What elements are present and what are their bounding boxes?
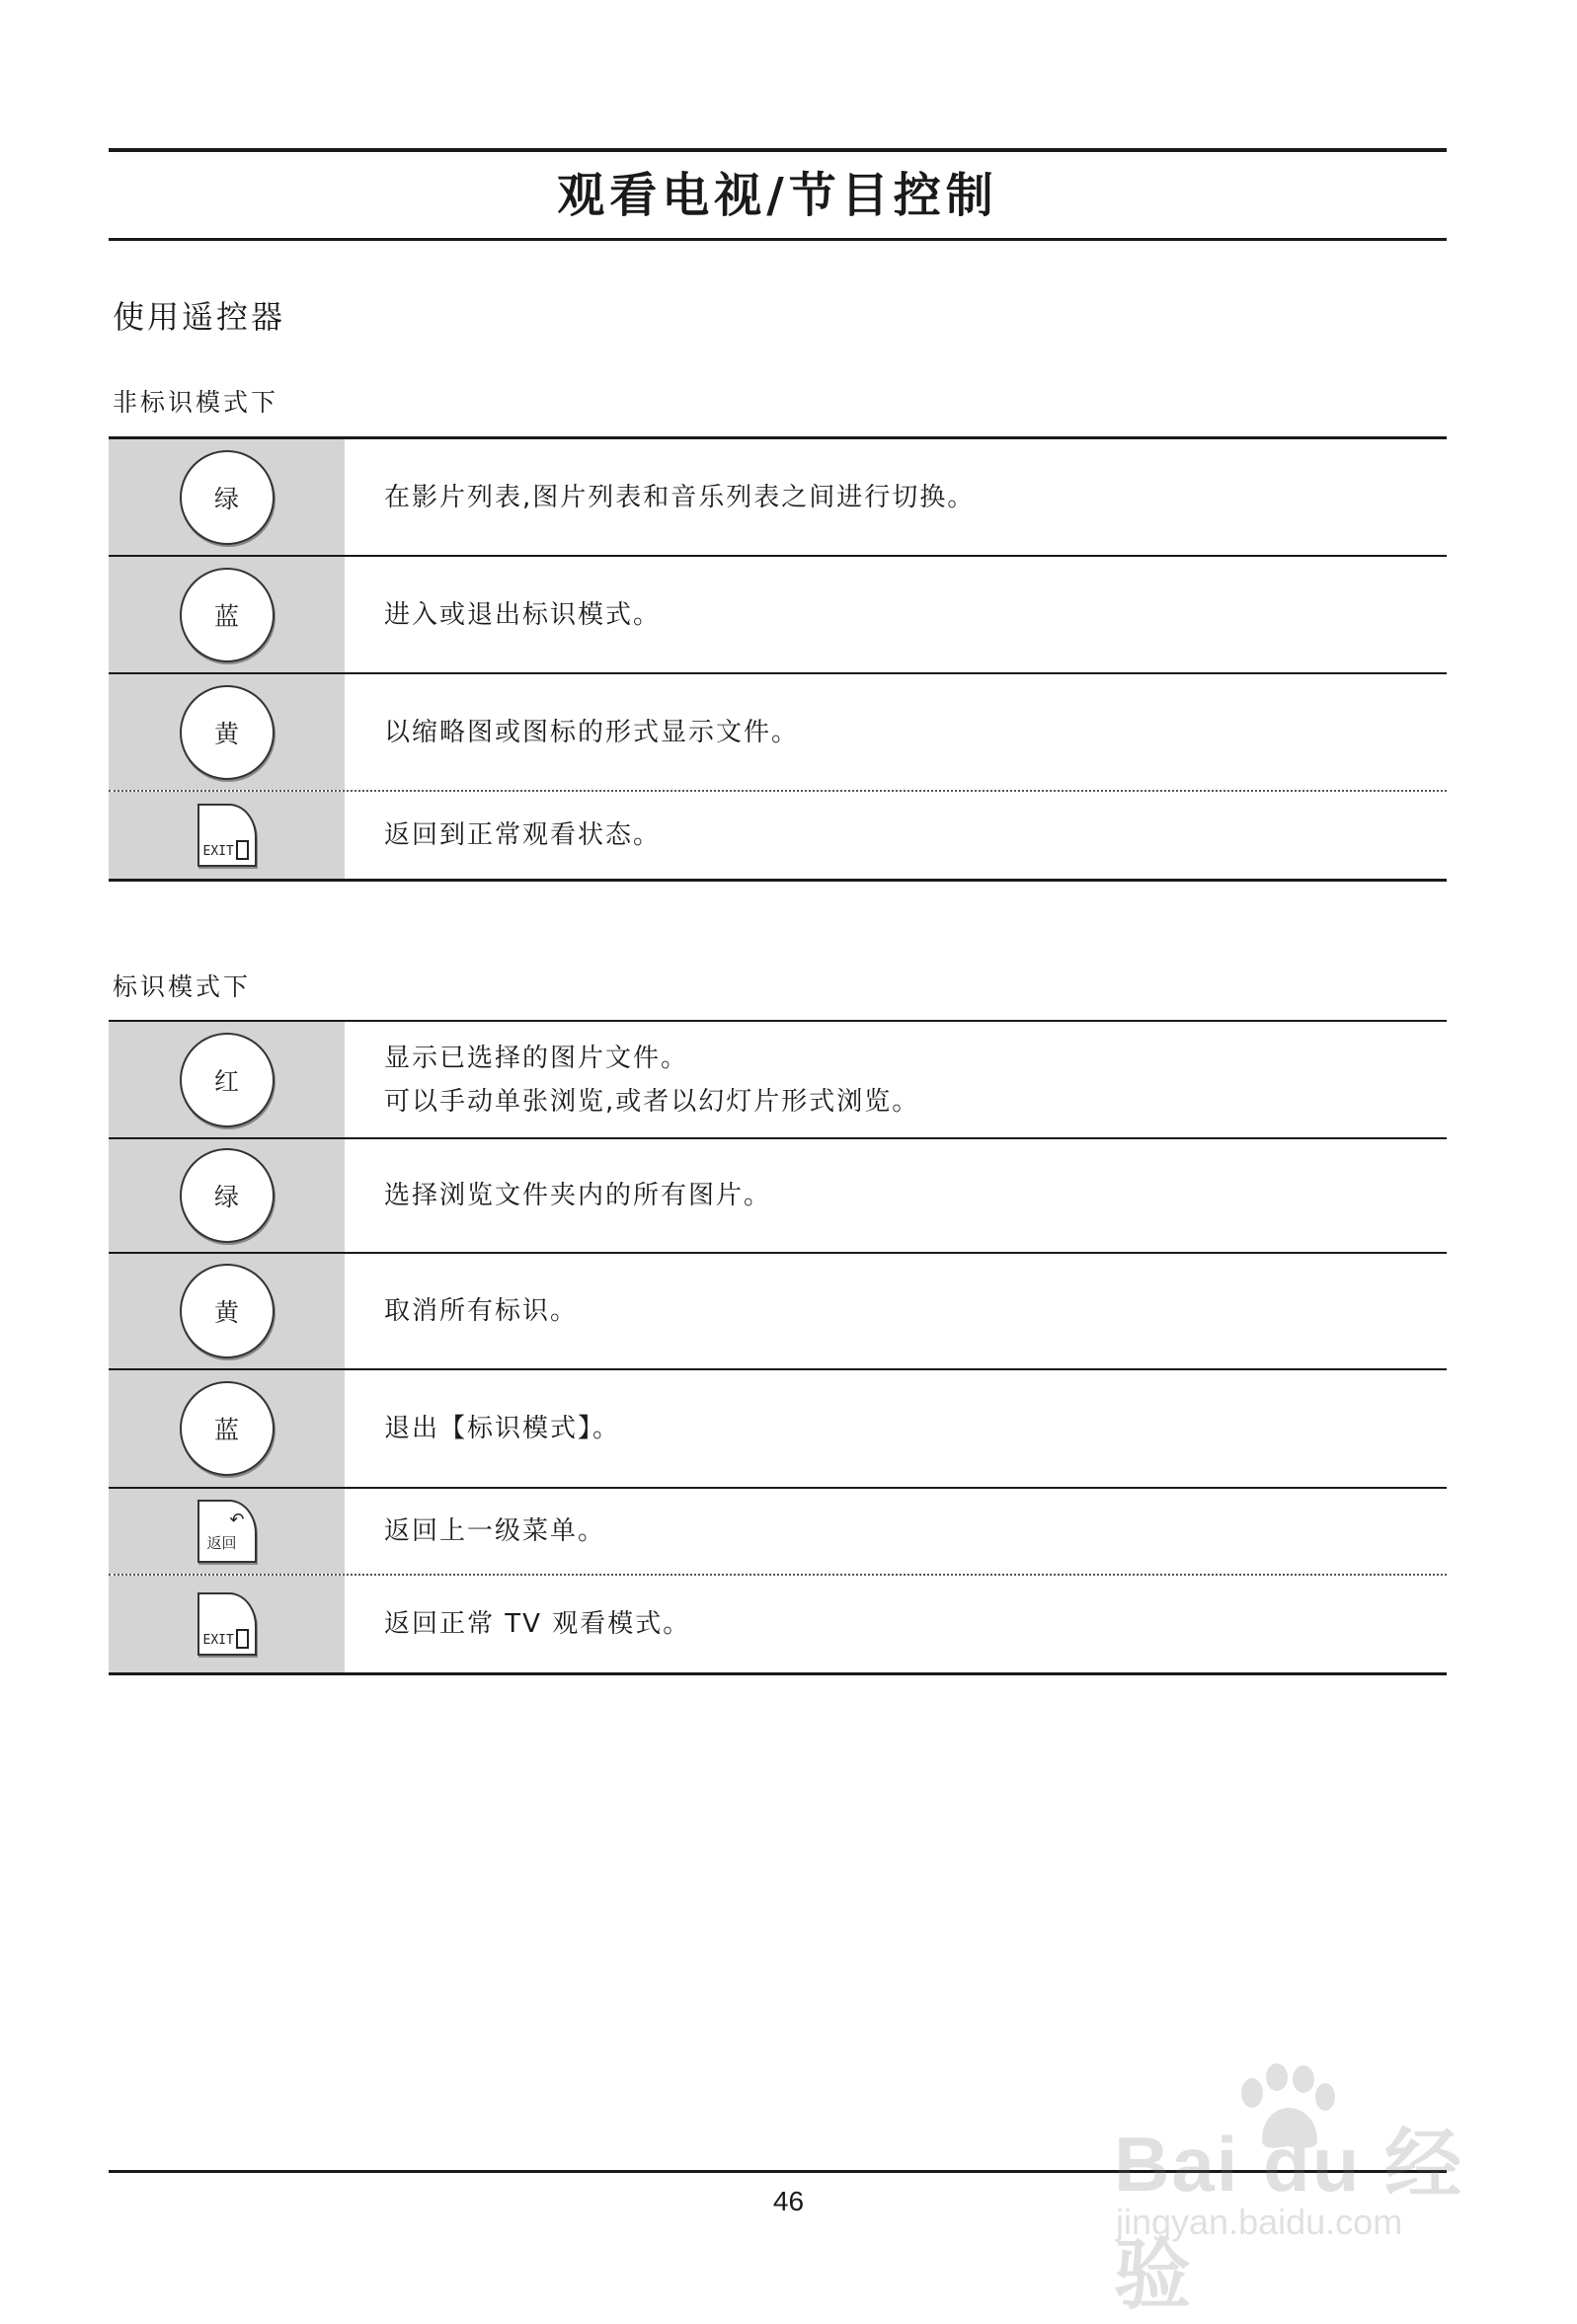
description-text: 返回上一级菜单。 <box>384 1516 606 1546</box>
description-cell <box>345 1022 1447 1137</box>
key-label: EXIT <box>202 844 234 859</box>
button-label: 黄 <box>213 1298 239 1327</box>
description-cell <box>345 439 1447 555</box>
button-cell <box>109 1576 345 1672</box>
button-label: 黄 <box>213 719 239 748</box>
red-button-icon <box>180 1033 275 1127</box>
header-bottom-rule <box>109 238 1447 241</box>
yellow-button-icon <box>180 685 275 780</box>
description-cell <box>345 1139 1447 1252</box>
description-text: 在影片列表,图片列表和音乐列表之间进行切换。 <box>384 482 976 512</box>
button-cell <box>109 439 345 555</box>
page-title: 观看电视/节目控制 <box>557 168 998 223</box>
description-cell <box>345 674 1447 790</box>
description-text: 选择浏览文件夹内的所有图片。 <box>384 1181 772 1210</box>
exit-key-icon <box>197 804 257 867</box>
table-row <box>109 1254 1447 1370</box>
description-text: 返回正常 TV 观看模式。 <box>384 1609 691 1639</box>
description-text: 进入或退出标识模式。 <box>384 599 662 630</box>
description-cell <box>345 1370 1447 1487</box>
non-mark-mode-title: 非标识模式下 <box>113 388 279 417</box>
table-row <box>109 1576 1447 1672</box>
button-cell <box>109 674 345 790</box>
button-label: 绿 <box>213 484 239 513</box>
button-label: 蓝 <box>213 601 239 631</box>
exit-key-icon <box>197 1592 257 1656</box>
table-row <box>109 1139 1447 1254</box>
watermark-url: jingyan.baidu.com <box>1116 2202 1403 2242</box>
description-text: 退出【标识模式】。 <box>384 1414 621 1443</box>
section-heading: 使用遥控器 <box>113 298 286 336</box>
return-arrow-icon: ↶ <box>229 1510 245 1530</box>
table-row <box>109 1489 1447 1576</box>
blue-button-icon <box>180 1381 275 1476</box>
description-cell <box>345 1576 1447 1672</box>
description-text: 显示已选择的图片文件。 <box>384 1043 689 1073</box>
button-label: 蓝 <box>213 1416 239 1444</box>
description-text: 可以手动单张浏览,或者以幻灯片形式浏览。 <box>384 1086 920 1117</box>
table-row <box>109 792 1447 879</box>
button-cell <box>109 1254 345 1368</box>
button-cell <box>109 1139 345 1252</box>
baidu-watermark <box>1114 2063 1489 2318</box>
description-text: 取消所有标识。 <box>384 1296 579 1326</box>
exit-glyph-icon <box>236 840 249 860</box>
button-label: 绿 <box>213 1183 239 1211</box>
mark-mode-table <box>109 1020 1447 1675</box>
table-row <box>109 674 1447 792</box>
key-label: EXIT <box>202 1633 234 1648</box>
green-button-icon <box>180 1148 275 1243</box>
description-cell <box>345 1489 1447 1574</box>
header-top-rule <box>109 148 1447 152</box>
button-cell <box>109 1370 345 1487</box>
key-label: 返回 <box>206 1534 237 1552</box>
description-cell <box>345 1254 1447 1368</box>
page-number: 46 <box>772 2186 805 2216</box>
watermark-brand: Bai du 经验 <box>1114 2121 1464 2318</box>
yellow-button-icon <box>180 1264 275 1358</box>
mark-mode-title: 标识模式下 <box>113 972 252 1001</box>
button-cell <box>109 792 345 879</box>
blue-button-icon <box>180 568 275 662</box>
button-cell <box>109 557 345 672</box>
button-label: 红 <box>213 1066 239 1096</box>
return-key-icon <box>197 1500 257 1563</box>
table-row <box>109 1370 1447 1489</box>
description-text: 以缩略图或图标的形式显示文件。 <box>384 717 800 747</box>
non-mark-mode-table <box>109 436 1447 882</box>
description-cell <box>345 792 1447 879</box>
table-row <box>109 1022 1447 1139</box>
button-cell <box>109 1022 345 1137</box>
description-cell <box>345 557 1447 672</box>
description-text: 返回到正常观看状态。 <box>384 820 662 850</box>
table-row <box>109 439 1447 557</box>
exit-glyph-icon <box>236 1629 249 1649</box>
green-button-icon <box>180 450 275 545</box>
table-row <box>109 557 1447 674</box>
button-cell <box>109 1489 345 1574</box>
